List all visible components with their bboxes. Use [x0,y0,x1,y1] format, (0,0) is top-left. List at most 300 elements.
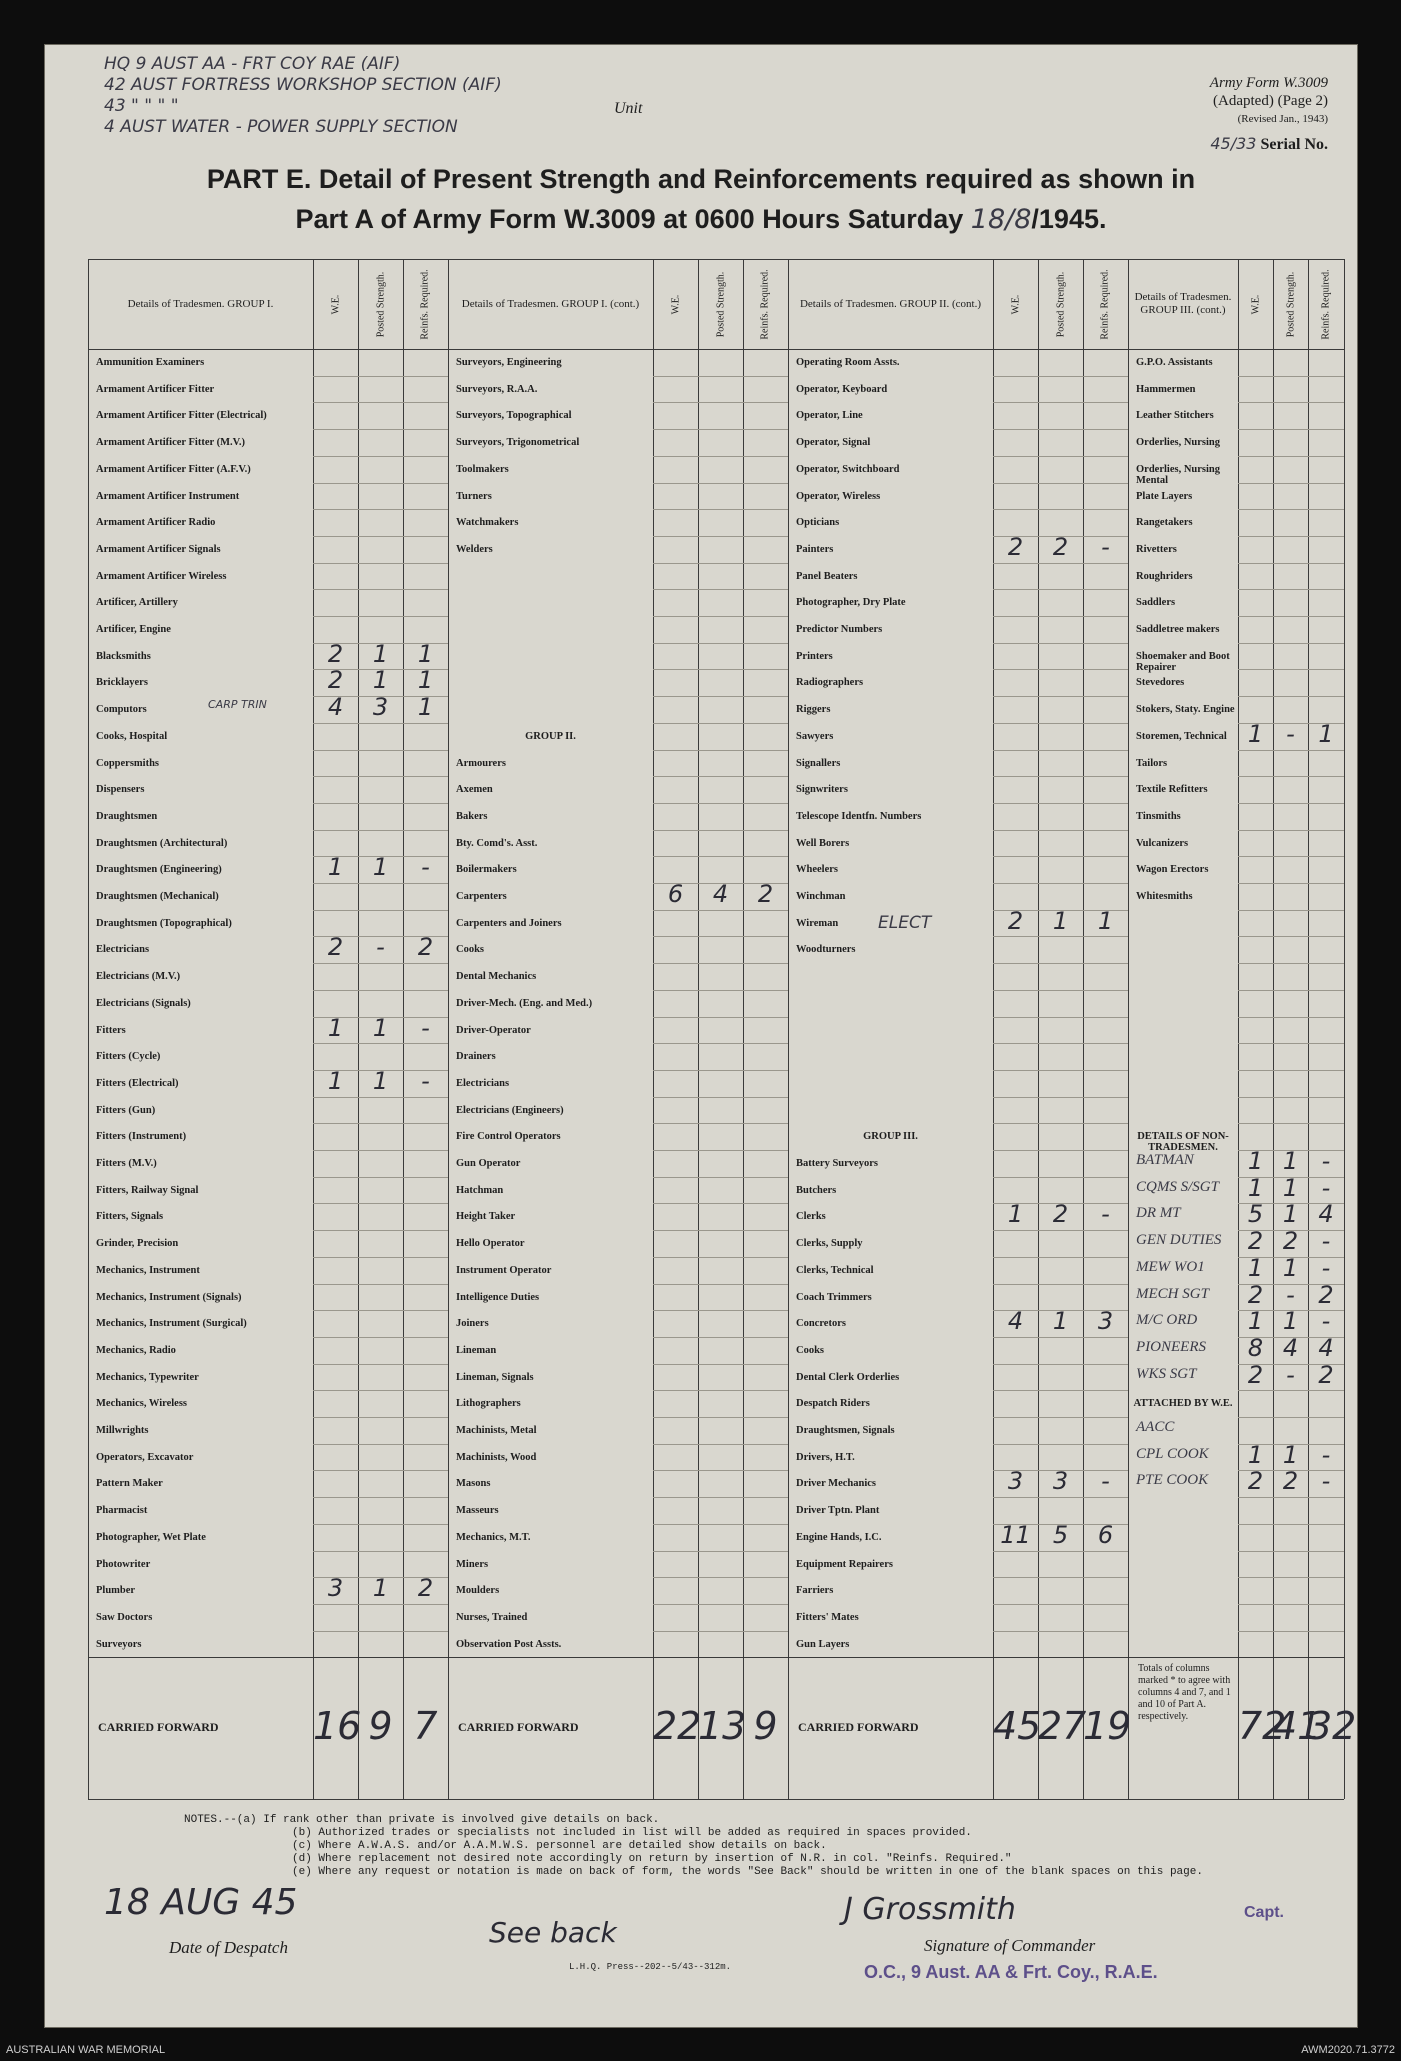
table-hline [88,1799,1344,1800]
row-rule [1238,1043,1344,1044]
unit-line: 4 AUST WATER - POWER SUPPLY SECTION [104,117,458,137]
row-rule [653,589,788,590]
row-rule [993,1097,1128,1098]
row-rule [993,1364,1128,1365]
row-rule [1238,376,1344,377]
row-rule [313,1444,448,1445]
notes-block [184,1814,1203,1879]
column-header-text: W.E. [329,294,341,314]
column-header-text: Reinfs. Required. [760,268,772,340]
table-vline [1344,259,1345,1799]
carried-forward-value: 9 [753,1704,778,1749]
row-rule [1238,856,1344,857]
row-label: Clerks, Supply [796,1238,863,1250]
row-rule [1238,963,1344,964]
group-header: Details of Tradesmen. GROUP III. (cont.) [1134,291,1232,316]
row-label: Computors [96,704,147,716]
column-header-text: Reinfs. Required. [1320,268,1332,340]
strength-value: - [1321,1467,1331,1496]
row-rule [1238,1497,1344,1498]
column-header-text: Posted Strength. [1055,271,1066,337]
table-vline [1273,259,1274,1799]
row-label: Saddletree makers [1136,624,1220,635]
row-label: G.P.O. Assistants [1136,357,1213,368]
row-label: Photowriter [96,1558,151,1570]
row-label: Dental Mechanics [456,971,537,983]
row-rule [1238,1390,1344,1391]
row-rule [313,1097,448,1098]
row-rule [993,1177,1128,1178]
form-title: Army Form W.3009 [1209,75,1328,91]
carried-forward-value: 41 [1273,1704,1322,1749]
row-rule [313,1470,448,1471]
table-vline [653,259,654,1799]
row-label: MEW WO1 [1136,1258,1205,1275]
row-label: Saddlers [1136,597,1176,609]
table-hline [88,1657,1344,1658]
unit-line: 42 AUST FORTRESS WORKSHOP SECTION (AIF) [104,75,502,95]
row-label: Fitters, Signals [96,1211,164,1223]
row-label: Electricians (Engineers) [456,1104,564,1116]
row-rule [993,1257,1128,1258]
row-rule [653,1257,788,1258]
strength-value: - [376,933,385,962]
row-label: Telescope Identfn. Numbers [796,810,922,822]
row-label: Operator, Line [796,410,863,422]
strength-value: 1 [1247,1253,1264,1282]
row-label: Well Borers [796,837,850,849]
row-label: Mechanics, M.T. [456,1531,531,1543]
row-rule [313,1203,448,1204]
strength-value: - [1321,1307,1331,1336]
row-label: CQMS S/SGT [1136,1178,1219,1195]
row-label: Panel Beaters [796,570,858,582]
row-rule [313,1310,448,1311]
row-label: Fitters' Mates [796,1611,859,1623]
strength-value: 2 [1282,1227,1299,1256]
strength-value: - [1321,1440,1331,1469]
unit-line: HQ 9 AUST AA - FRT COY RAE (AIF) [104,54,401,74]
row-label: Gun Operator [456,1158,521,1169]
strength-value: 1 [1318,719,1334,748]
row-rule [313,509,448,510]
row-rule [993,1337,1128,1338]
row-rule [653,429,788,430]
row-rule [1238,1070,1344,1071]
row-rule [1238,402,1344,403]
strength-value: 1 [1282,1173,1299,1202]
strength-value: - [1286,1360,1295,1389]
row-label: Operators, Excavator [96,1451,194,1463]
row-rule [993,376,1128,377]
column-header-text: Reinfs. Required. [1100,268,1112,340]
column-header [358,259,403,349]
row-rule [993,883,1128,884]
row-rule [1238,1631,1344,1632]
strength-value: 1 [327,1013,344,1042]
row-label: Despatch Riders [796,1398,870,1410]
row-rule [1238,483,1344,484]
row-label: Fitters (M.V.) [96,1158,157,1169]
strength-value: 3 [1007,1467,1024,1496]
row-rule [993,1390,1128,1391]
row-rule [653,1337,788,1338]
strength-value: 1 [372,1066,389,1095]
row-label: Armament Artificer Fitter [96,383,215,395]
row-label: Pattern Maker [96,1478,163,1490]
form-revision: (Revised Jan., 1943) [1237,113,1328,125]
row-label: Carpenters [456,891,507,902]
column-header-text: Posted Strength. [1285,271,1296,337]
table-vline [698,259,699,1799]
carried-forward-value: 27 [1038,1704,1087,1749]
row-rule [1238,1017,1344,1018]
row-rule [993,643,1128,644]
strength-value: 1 [372,853,389,882]
row-rule [653,1390,788,1391]
row-rule [993,1070,1128,1071]
row-label: Fitters [96,1024,126,1036]
row-rule [1238,750,1344,751]
strength-value: 1 [372,639,389,668]
row-label: Signwriters [796,784,848,796]
row-label: Armourers [456,757,506,769]
strength-value: 1 [1247,1173,1264,1202]
row-rule [313,1337,448,1338]
row-rule [653,509,788,510]
strength-value: - [1321,1147,1331,1175]
row-label: Axemen [456,784,493,796]
title-year: /1945. [1031,204,1107,234]
row-label: Whitesmiths [1136,891,1193,902]
row-rule [313,776,448,777]
row-rule [653,696,788,697]
table-hline [88,349,1344,350]
column-header [1273,259,1308,349]
archive-caption-left: AUSTRALIAN WAR MEMORIAL [6,2044,166,2056]
strength-value: - [1101,532,1110,561]
row-rule [653,1551,788,1552]
row-label: Surveyors [96,1638,142,1650]
row-rule [993,936,1128,937]
note-b: (b) Authorized trades or specialists not included in list will be added as required in spaces provided. [292,1827,972,1839]
row-label: Butchers [796,1184,837,1196]
column-header-text: Posted Strength. [375,271,386,337]
row-rule [313,402,448,403]
strength-value: 5 [1247,1200,1264,1229]
row-label: Mechanics, Wireless [96,1398,187,1410]
row-label: Farriers [796,1585,834,1597]
strength-value: 4 [1318,1200,1334,1229]
row-label: Rangetakers [1136,517,1193,529]
row-rule [653,856,788,857]
strength-value: 2 [327,666,344,695]
row-rule [1238,1604,1344,1605]
row-label: Drainers [456,1051,496,1063]
column-header [1308,259,1344,349]
row-label: Bricklayers [96,677,148,689]
carried-forward-label: CARRIED FORWARD [458,1720,579,1735]
strength-value: 2 [327,933,344,962]
row-rule [313,1497,448,1498]
carried-forward-value: 16 [313,1704,362,1749]
note-a: NOTES.--(a) If rank other than private is involved give details on back. [184,1814,660,1826]
table-vline [1128,259,1129,1799]
row-label: Operator, Wireless [796,490,881,502]
annotation-computors: CARP TRIN [208,698,267,712]
row-label: Draughtsmen (Mechanical) [96,891,219,902]
column-header-text: W.E. [669,294,681,314]
row-rule [313,1123,448,1124]
strength-value: 4 [1318,1333,1334,1362]
row-rule [313,830,448,831]
strength-value: 1 [1282,1147,1299,1175]
row-label: Tailors [1136,757,1168,769]
unit-handwritten [104,54,502,138]
row-rule [993,429,1128,430]
row-rule [313,616,448,617]
row-rule [313,563,448,564]
row-rule [653,402,788,403]
strength-value: 2 [1247,1280,1264,1309]
row-rule [1238,1097,1344,1098]
row-label: Instrument Operator [456,1264,552,1276]
row-label: Wagon Erectors [1136,864,1209,876]
row-label: M/C ORD [1136,1312,1198,1329]
row-label: Mechanics, Radio [96,1344,176,1356]
strength-value: 1 [1282,1200,1299,1229]
row-label: Predictor Numbers [796,624,883,635]
strength-value: 1 [1247,719,1264,748]
row-rule [653,1150,788,1151]
strength-value: - [1321,1173,1331,1202]
row-label: Coach Trimmers [796,1291,872,1303]
carried-forward-value: 22 [653,1704,702,1749]
table-vline [788,259,789,1799]
row-label: Millwrights [96,1425,149,1436]
column-header [653,259,698,349]
strength-value: 8 [1247,1333,1264,1362]
strength-value: 1 [1247,1147,1264,1175]
row-rule [993,402,1128,403]
row-label: Hammermen [1136,383,1196,395]
row-label: Miners [456,1558,489,1570]
unit-line: 43 " " " " [104,96,179,116]
column-header [313,259,358,349]
strength-value: 1 [1247,1307,1264,1336]
row-rule [653,669,788,670]
strength-value: 2 [327,639,344,668]
despatch-label: Date of Despatch [169,1938,288,1957]
strength-value: 4 [327,693,344,722]
row-label: Armament Artificer Fitter (M.V.) [96,437,245,449]
row-rule [313,803,448,804]
row-label: Draughtsmen, Signals [796,1425,895,1436]
row-label: Fitters, Railway Signal [96,1184,199,1196]
row-label: Electricians [456,1077,510,1089]
row-label: Stokers, Staty. Engine [1136,704,1235,716]
strength-value: 1 [327,1066,344,1095]
row-label: Fire Control Operators [456,1131,561,1143]
strength-value: 1 [1247,1440,1264,1469]
row-rule [993,723,1128,724]
row-label: Operator, Signal [796,437,871,449]
row-label: Artificer, Artillery [96,597,178,609]
strength-value: 1 [1282,1440,1299,1469]
row-label: Operator, Keyboard [796,383,888,395]
table-vline [1038,259,1039,1799]
strength-value: - [421,853,430,882]
row-label: Joiners [456,1318,489,1330]
row-label: Masseurs [456,1505,499,1517]
strength-value: - [1101,1200,1110,1229]
row-label: Height Taker [456,1211,516,1223]
row-rule [313,910,448,911]
row-rule [653,1177,788,1178]
row-label: Moulders [456,1585,500,1597]
row-rule [993,669,1128,670]
strength-value: 2 [1318,1360,1334,1389]
strength-value: 4 [1007,1307,1024,1336]
row-rule [653,1417,788,1418]
row-label: Welders [456,543,493,555]
strength-value: 3 [1052,1467,1069,1496]
row-rule [653,1310,788,1311]
column-header [403,259,448,349]
row-rule [993,750,1128,751]
row-rule [313,1043,448,1044]
row-label: Mechanics, Typewriter [96,1371,199,1383]
row-rule [993,776,1128,777]
row-rule [993,1017,1128,1018]
strength-value: - [1321,1227,1331,1256]
row-rule [653,536,788,537]
row-label: AACC [1136,1419,1175,1435]
strength-value: 1 [327,853,344,882]
archive-caption-right: AWM2020.71.3772 [1301,2044,1395,2056]
row-rule [653,1017,788,1018]
row-label: GEN DUTIES [1136,1232,1222,1249]
strength-value: 1 [1052,906,1069,935]
row-rule [653,1070,788,1071]
row-rule [1238,429,1344,430]
row-label: GROUP II. [525,730,576,742]
row-label: Bty. Comd's. Asst. [456,837,538,849]
row-rule [653,456,788,457]
group-header: Details of Tradesmen. GROUP II. (cont.) [799,297,982,310]
row-label: Fitters (Instrument) [96,1131,187,1143]
note-c: (c) Where A.W.A.S. and/or A.A.M.W.S. personnel are detailed show details on back. [292,1840,827,1852]
carried-forward-label: Totals of columns marked * to agree with columns 4 and 7, and 1 and 10 of Part A. respectively. [1138,1663,1231,1723]
row-rule [313,589,448,590]
strength-value: - [1321,1253,1331,1282]
row-rule [993,563,1128,564]
column-header-text: Posted Strength. [715,271,726,337]
row-label: Plate Layers [1136,490,1193,502]
row-label: Orderlies, Nursing [1136,437,1220,449]
row-label: Photographer, Dry Plate [796,597,906,609]
strength-value: - [1286,719,1295,748]
row-rule [993,1577,1128,1578]
strength-value: 1 [372,1574,389,1603]
table-vline [1308,259,1309,1799]
strength-value: 11 [1000,1520,1031,1549]
row-rule [1238,456,1344,457]
row-rule [993,509,1128,510]
row-rule [653,1364,788,1365]
row-rule [313,1257,448,1258]
row-label: Storemen, Technical [1136,730,1227,742]
row-label: ATTACHED BY W.E. [1133,1398,1233,1410]
row-rule [993,1230,1128,1231]
row-rule [1238,589,1344,590]
row-label: Driver Mechanics [796,1478,876,1490]
row-rule [653,830,788,831]
row-label: Fitters (Cycle) [96,1051,161,1063]
table-vline [88,259,89,1799]
column-header [1038,259,1083,349]
row-rule [1238,616,1344,617]
row-label: Drivers, H.T. [796,1451,855,1463]
row-rule [1238,910,1344,911]
row-label: Lineman, Signals [456,1371,534,1383]
row-rule [313,376,448,377]
row-label: Armament Artificer Radio [96,517,216,529]
row-label: Surveyors, Trigonometrical [456,437,580,449]
row-rule [993,1123,1128,1124]
row-label: Turners [456,490,492,502]
row-label: Operating Room Assts. [796,357,900,368]
row-rule [993,1497,1128,1498]
row-rule [653,643,788,644]
group-header: Details of Tradesmen. GROUP I. (cont.) [461,297,640,310]
column-header-text: W.E. [1009,294,1021,314]
row-label: Armament Artificer Fitter (A.F.V.) [96,463,251,475]
strength-value: - [1101,1467,1110,1496]
strength-value: 2 [1052,532,1069,561]
row-label: Armament Artificer Fitter (Electrical) [96,410,267,422]
row-rule [993,990,1128,991]
row-rule [653,1123,788,1124]
row-rule [313,429,448,430]
row-rule [313,963,448,964]
row-label: Orderlies, Nursing Mental [1136,463,1220,486]
row-label: Cooks [456,944,485,956]
row-rule [1238,883,1344,884]
row-label: Riggers [796,704,831,716]
row-label: MECH SGT [1136,1285,1209,1302]
row-rule [653,1577,788,1578]
row-rule [313,1177,448,1178]
row-rule [313,1390,448,1391]
row-label: Mechanics, Instrument (Surgical) [96,1318,247,1330]
strength-value: 3 [372,693,389,722]
row-rule [993,589,1128,590]
column-header-text: W.E. [1249,294,1261,314]
row-rule [993,1043,1128,1044]
row-rule [1238,803,1344,804]
row-label: Observation Post Assts. [456,1638,562,1650]
row-rule [653,1497,788,1498]
row-rule [313,1230,448,1231]
row-rule [653,1284,788,1285]
row-label: Battery Surveyors [796,1158,878,1169]
row-rule [993,696,1128,697]
row-rule [653,1043,788,1044]
row-label: Coppersmiths [96,757,160,769]
row-label: Surveyors, Topographical [456,410,572,422]
title-line-1: PART E. Detail of Present Strength and Reinforcements required as shown in [206,164,1196,194]
